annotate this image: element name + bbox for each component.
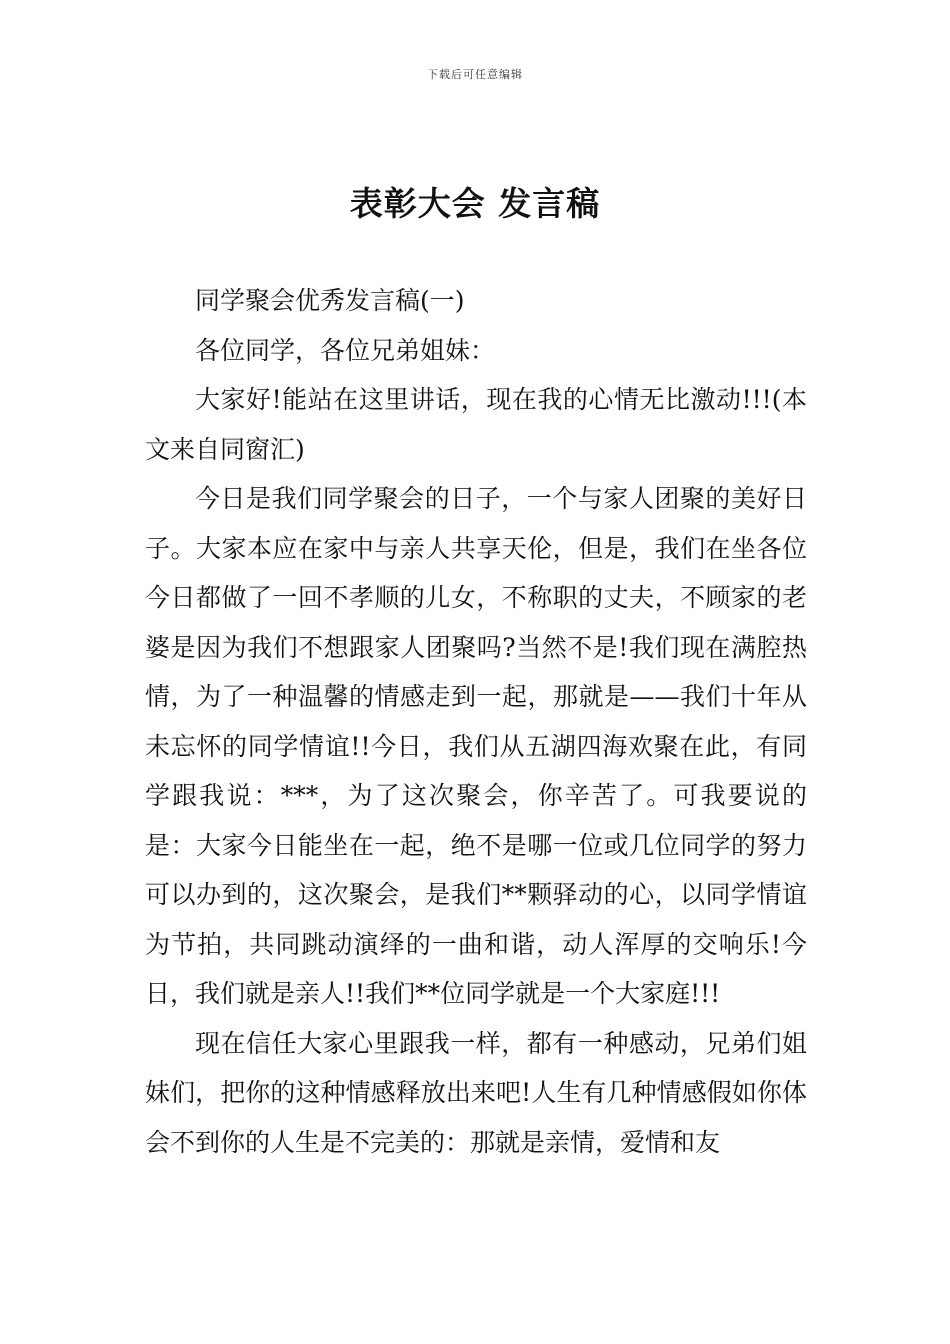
document-title: 表彰大会 发言稿 <box>349 184 601 223</box>
header-note: 下载后可任意编辑 <box>427 68 523 81</box>
paragraph: 各位同学，各位兄弟姐妹： <box>195 335 496 365</box>
document-body <box>145 276 807 1167</box>
paragraph: 今日是我们同学聚会的日子，一个与家人团聚的美好日子。大家本应在家中与亲人共享天伦，但是，我们在坐各位今日都做了一回不孝顺的儿女，不称职的丈夫，不顾家的老婆是因为我们不想跟家人团聚吗?当然不是!我们现在满腔热情，为了一种温馨的情感走到一起，那就是——我们十年从未忘怀的同学情谊!!今日，我们从五湖四海欢聚在此，有同学跟我说：***，为了这次聚会，你辛苦了。可我要说的是：大家今日能坐在一起，绝不是哪一位或几位同学的努力可以办到的，这次聚会，是我们**颗驿动的心，以同学情谊为节拍，共同跳动演绎的一曲和谐，动人浑厚的交响乐!今日，我们就是亲人!!我们**位同学就是一个大家庭!!! <box>145 484 807 1008</box>
paragraph: 同学聚会优秀发言稿(一) <box>195 286 465 315</box>
paragraph: 现在信任大家心里跟我一样，都有一种感动，兄弟们姐妹们，把你的这种情感释放出来吧!人生有几种情感假如你体会不到你的人生是不完美的：那就是亲情，爱情和友 <box>145 1028 807 1157</box>
paragraph: 大家好!能站在这里讲话，现在我的心情无比激动!!!(本文来自同窗汇) <box>145 385 807 464</box>
